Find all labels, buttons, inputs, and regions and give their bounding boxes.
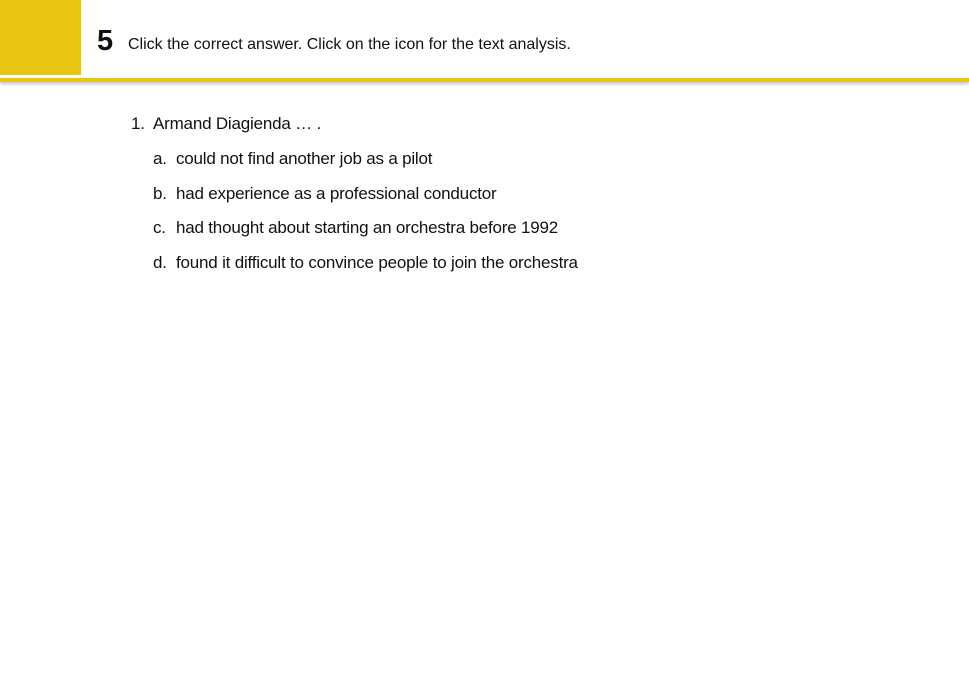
option-letter: a. xyxy=(153,149,167,168)
answer-option-d[interactable] xyxy=(153,252,578,287)
question-1 xyxy=(131,113,321,135)
header-accent-block xyxy=(0,0,81,75)
question-text: Armand Diagienda … . xyxy=(153,114,321,133)
question-number: 1. xyxy=(131,114,145,133)
exercise-instruction: Click the correct answer. Click on the icon for the text analysis. xyxy=(128,36,571,53)
header-divider xyxy=(0,78,969,82)
option-text: found it difficult to convince people to join the orchestra xyxy=(176,252,578,272)
answer-option-b[interactable] xyxy=(153,183,578,218)
answer-option-a[interactable] xyxy=(153,148,578,183)
option-text: had thought about starting an orchestra before 1992 xyxy=(176,218,559,237)
option-text: could not find another job as a pilot xyxy=(176,149,433,168)
answer-options xyxy=(153,148,578,286)
option-letter: c. xyxy=(153,218,166,237)
option-letter: b. xyxy=(153,183,167,203)
option-text: had experience as a professional conductor xyxy=(176,183,497,203)
answer-option-c[interactable] xyxy=(153,217,578,252)
option-letter: d. xyxy=(153,252,167,272)
exercise-number: 5 xyxy=(97,25,114,57)
